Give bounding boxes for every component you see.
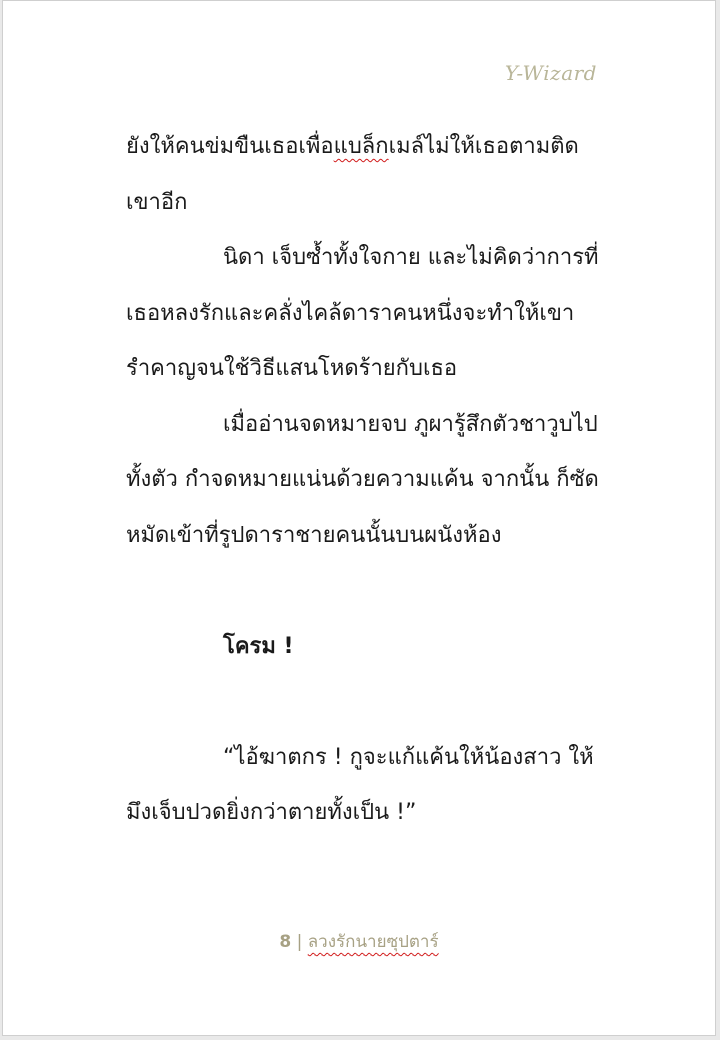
spelling-error-word[interactable]: แบล็ก (333, 134, 389, 159)
paragraph-2-line-3: รำคาญจนใช้วิธีแสนโหดร้ายกับเธอ (126, 356, 458, 381)
paragraph-5-line-1: “ไอ้ฆาตกร ! กูจะแก้แค้นให้น้องสาว ให้ (223, 744, 594, 770)
book-title: ลวงรักนายซุปตาร์ (307, 932, 439, 952)
paragraph-2-line-1: นิดา เจ็บซ้ำทั้งใจกาย และไม่คิดว่าการที่ (223, 245, 599, 270)
text-run: เมล์ไม่ให้เธอตามติด (388, 134, 579, 159)
text-run: ยังให้คนข่มขืนเธอเพื่อ (126, 134, 334, 159)
paragraph-3-line-1: เมื่ออ่านจดหมายจบ ภูผารู้สึกตัวชาวูบไป (223, 411, 598, 437)
blank-line (126, 569, 601, 625)
page-footer (3, 928, 715, 955)
page-number: 8 (279, 932, 292, 952)
paragraph-2-line-2: เธอหลงรักและคลั่งไคล้ดาราคนหนึ่งจะทำให้เขา (126, 300, 575, 326)
document-body (126, 125, 601, 847)
blank-line (126, 680, 601, 736)
footer-separator: | (296, 932, 303, 952)
paragraph-3-line-3: หมัดเข้าที่รูปดาราชายคนนั้นบนผนังห้อง (126, 522, 502, 548)
paragraph-1-line-2: เขาอีก (126, 189, 188, 215)
paragraph-1-line-1 (126, 125, 601, 181)
document-page (2, 0, 716, 1036)
paragraph-4-line-1: โครม ! (223, 633, 294, 659)
paragraph-5-line-2: มึงเจ็บปวดยิ่งกว่าตายทั้งเป็น !” (126, 800, 417, 825)
paragraph-3-line-2: ทั้งตัว กำจดหมายแน่นด้วยความแค้น จากนั้น ก็ซัด (126, 467, 599, 492)
author-watermark: Y-Wizard (504, 61, 597, 85)
